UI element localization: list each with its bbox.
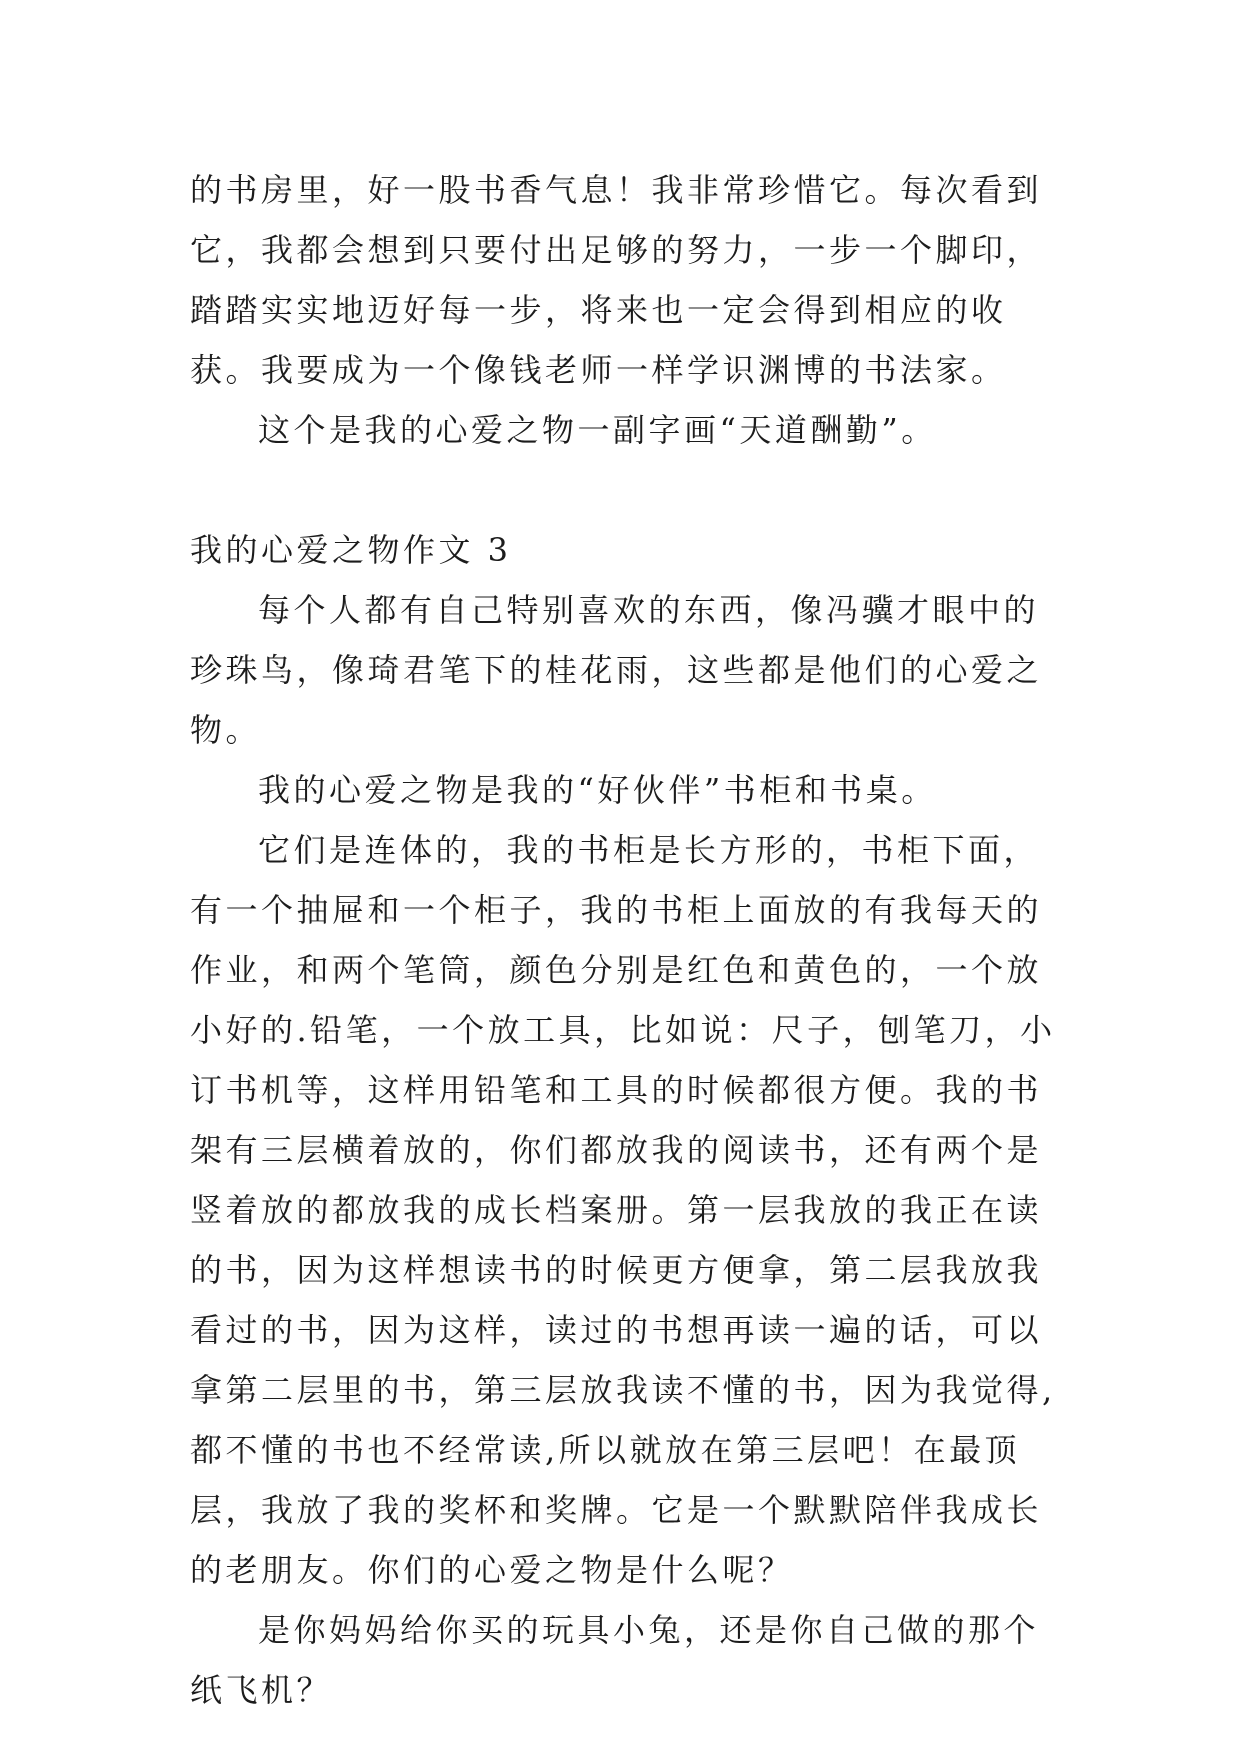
- section-gap: [190, 460, 1070, 520]
- paragraph-3: 它们是连体的，我的书柜是长方形的，书柜下面，有一个抽屉和一个柜子，我的书柜上面放的有我每天的作业，和两个笔筒，颜色分别是红色和黄色的，一个放小好的.铅笔，一个放工具，比如说：尺子，刨笔刀，小订书机等，这样用铅笔和工具的时候都很方便。我的书架有三层横着放的，你们都放我的阅读书，还有两个是竖着放的都放我的成长档案册。第一层我放的我正在读的书，因为这样想读书的时候更方便拿，第二层我放我看过的书，因为这样，读过的书想再读一遍的话，可以拿第二层里的书，第三层放我读不懂的书，因为我觉得,都不懂的书也不经常读,所以就放在第三层吧！在最顶层，我放了我的奖杯和奖牌。它是一个默默陪伴我成长的老朋友。你们的心爱之物是什么呢？: [190, 831, 1056, 1589]
- paragraph-2: 我的心爱之物是我的“好伙伴”书柜和书桌。: [258, 771, 937, 809]
- section-title: 我的心爱之物作文 3: [190, 531, 512, 569]
- document-body: [190, 160, 1070, 1720]
- paragraph-1: 每个人都有自己特别喜欢的东西，像冯骥才眼中的珍珠鸟，像琦君笔下的桂花雨，这些都是他们的心爱之物。: [190, 591, 1043, 749]
- continuation-paragraph: 的书房里，好一股书香气息！我非常珍惜它。每次看到它，我都会想到只要付出足够的努力，一步一个脚印，踏踏实实地迈好每一步，将来也一定会得到相应的收获。我要成为一个像钱老师一样学识渊博的书法家。: [190, 171, 1043, 389]
- paragraph-4: 是你妈妈给你买的玩具小兔，还是你自己做的那个纸飞机？: [190, 1611, 1040, 1709]
- closing-paragraph: 这个是我的心爱之物一副字画“天道酬勤”。: [258, 411, 937, 449]
